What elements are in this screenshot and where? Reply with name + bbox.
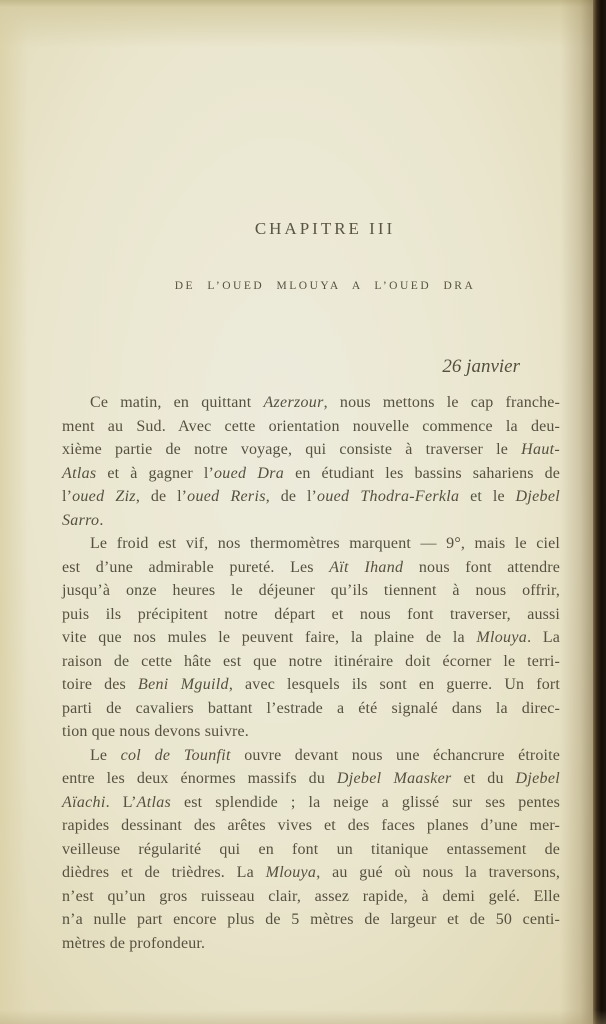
text-line: Atlas et à gagner l’oued Dra en étudiant les bassins sahariens de <box>62 464 560 482</box>
paragraph <box>62 744 560 956</box>
text-line: mètres de profondeur. <box>62 934 206 952</box>
text-line: entre les deux énormes massifs du Djebel Maasker et du Djebel <box>62 770 560 787</box>
text-line: rapides dessinant des arêtes vives et des faces planes d’une mer- <box>62 817 560 834</box>
text-line: veilleuse régularité qui en font un titanique entassement de <box>62 840 560 858</box>
text-line: l’oued Ziz, de l’oued Reris, de l’oued Thodra-Ferkla et le Djebel <box>62 488 560 505</box>
text-line: est d’une admirable pureté. Les Aït Ihand nous font attendre <box>62 558 560 576</box>
text-line: n’est qu’un gros ruisseau clair, assez rapide, à demi gelé. Elle <box>62 887 560 905</box>
text-line: Sarro. <box>62 511 104 529</box>
chapter-heading: CHAPITRE III <box>254 219 396 238</box>
text-line: Le froid est vif, nos thermomètres marquent — 9°, mais le ciel <box>90 535 560 552</box>
paragraph <box>62 391 560 532</box>
text-line: ment au Sud. Avec cette orientation nouvelle commence la deu- <box>62 417 560 435</box>
text-line: Le col de Tounfit ouvre devant nous une échancrure étroite <box>90 746 561 764</box>
text-block <box>62 0 560 1024</box>
text-line: puis ils précipitent notre départ et nous font traverser, aussi <box>62 605 560 623</box>
date-line: 26 janvier <box>442 356 520 377</box>
text-line: vite que nos mules le peuvent faire, la plaine de la Mlouya. La <box>62 629 560 646</box>
chapter-subtitle: DE L’OUED MLOUYA A L’OUED DRA <box>174 280 476 292</box>
text-line: tion que nous devons suivre. <box>62 723 249 740</box>
text-line: jusqu’à onze heures le déjeuner qu’ils tiennent à nous offrir, <box>62 582 560 599</box>
text-line: parti de cavaliers battant l’estrade a été signalé dans la direc- <box>62 699 560 717</box>
book-edge-right <box>593 0 606 1024</box>
page-body <box>62 391 560 955</box>
text-line: Ce matin, en quittant Azerzour, nous mettons le cap franche- <box>90 394 561 411</box>
paragraph <box>62 532 560 744</box>
text-line: raison de cette hâte est que notre itinéraire doit écorner le terri- <box>62 652 560 670</box>
text-line: toire des Beni Mguild, avec lesquels ils sont en guerre. Un fort <box>62 676 560 693</box>
scan-shadow-right <box>560 0 594 1024</box>
text-line: n’a nulle part encore plus de 5 mètres de largeur et de 50 centi- <box>62 911 560 928</box>
text-line: xième partie de notre voyage, qui consiste à traverser le Haut- <box>62 441 560 458</box>
text-line: Aïachi. L’Atlas est splendide ; la neige a glissé sur ses pentes <box>62 793 561 811</box>
text-line: dièdres et de trièdres. La Mlouya, au gué où nous la traversons, <box>62 864 560 881</box>
